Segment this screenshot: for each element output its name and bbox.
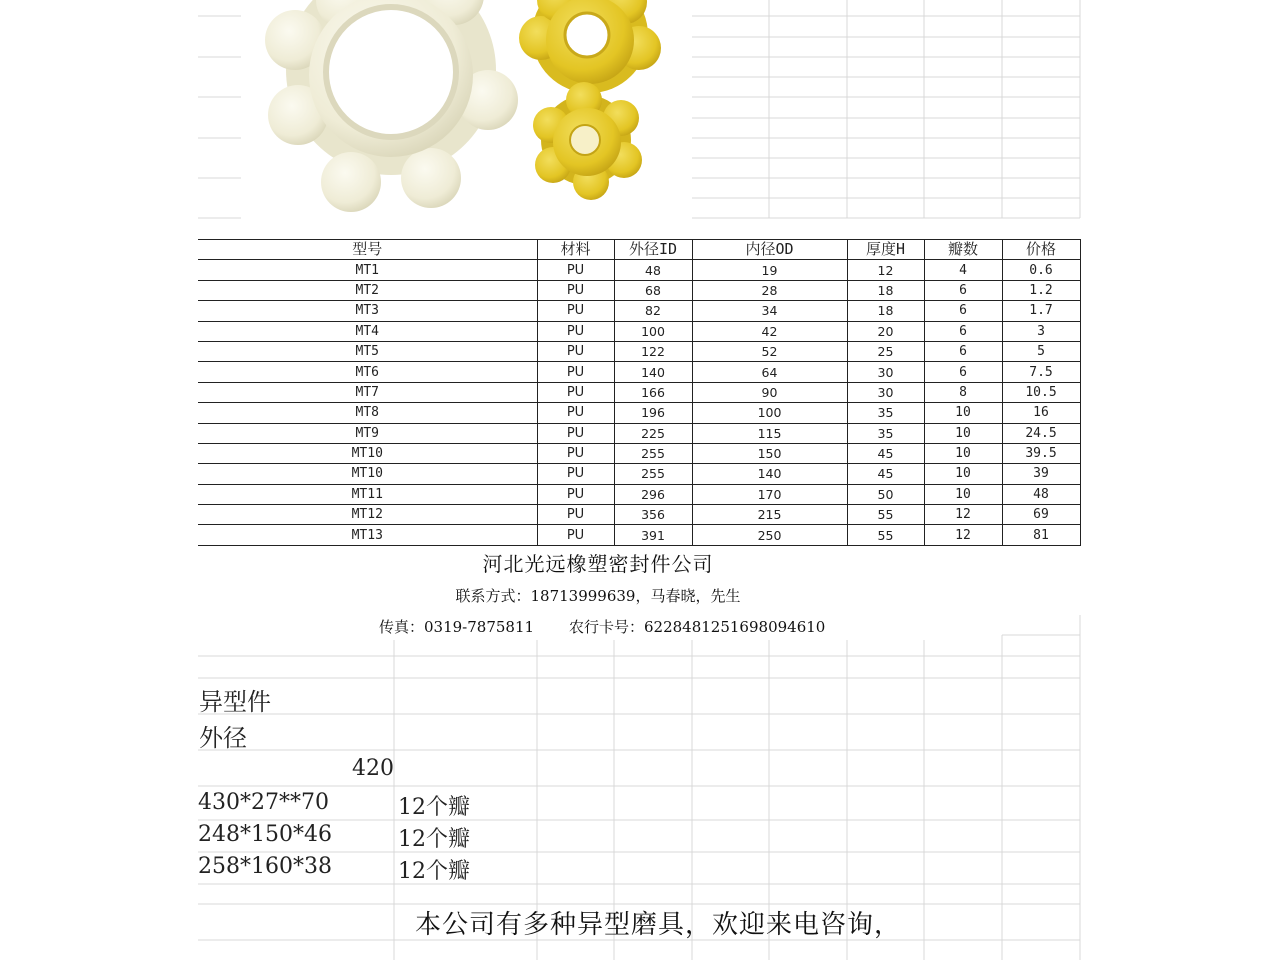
cell-inner-diameter: 34 <box>692 301 847 321</box>
cell-thickness: 12 <box>847 260 924 280</box>
cell-model: MT10 <box>198 464 537 484</box>
cell-inner-diameter: 52 <box>692 341 847 361</box>
cell-petals: 6 <box>924 301 1002 321</box>
table-row <box>198 382 1080 402</box>
white-coupling <box>265 0 518 212</box>
cell-price: 81 <box>1002 525 1080 545</box>
cell-model: MT4 <box>198 321 537 341</box>
cell-thickness: 30 <box>847 362 924 382</box>
cell-thickness: 45 <box>847 443 924 463</box>
table-row <box>198 484 1080 504</box>
cell-thickness: 18 <box>847 280 924 300</box>
cell-inner-diameter: 170 <box>692 484 847 504</box>
cell-price: 1.7 <box>1002 301 1080 321</box>
table-row <box>198 341 1080 361</box>
cell-inner-diameter: 28 <box>692 280 847 300</box>
cell-price: 7.5 <box>1002 362 1080 382</box>
cell-price: 16 <box>1002 403 1080 423</box>
company-name: 河北光远橡塑密封件公司 <box>482 552 714 576</box>
table-row <box>198 403 1080 423</box>
cell-inner-diameter: 150 <box>692 443 847 463</box>
special-item-petals: 12个瓣 <box>398 827 470 852</box>
cell-inner-diameter: 250 <box>692 525 847 545</box>
cell-price: 10.5 <box>1002 382 1080 402</box>
cell-model: MT11 <box>198 484 537 504</box>
special-item-size: 430*27**70 <box>198 790 329 815</box>
bank-card-number: 农行卡号：6228481251698094610 <box>569 618 826 636</box>
cell-petals: 10 <box>924 484 1002 504</box>
cell-model: MT13 <box>198 525 537 545</box>
cell-model: MT8 <box>198 403 537 423</box>
special-item-size: 258*160*38 <box>198 854 332 879</box>
table-row <box>198 362 1080 382</box>
cell-price: 69 <box>1002 505 1080 525</box>
cell-thickness: 35 <box>847 403 924 423</box>
cell-thickness: 45 <box>847 464 924 484</box>
cell-thickness: 20 <box>847 321 924 341</box>
cell-price: 24.5 <box>1002 423 1080 443</box>
cell-outer-diameter: 296 <box>614 484 692 504</box>
cell-model: MT2 <box>198 280 537 300</box>
cell-petals: 10 <box>924 423 1002 443</box>
cell-inner-diameter: 19 <box>692 260 847 280</box>
cell-material: PU <box>537 301 614 321</box>
cell-material: PU <box>537 260 614 280</box>
cell-model: MT10 <box>198 443 537 463</box>
cell-petals: 10 <box>924 443 1002 463</box>
table-row <box>198 260 1080 280</box>
cell-outer-diameter: 48 <box>614 260 692 280</box>
cell-petals: 6 <box>924 321 1002 341</box>
cell-material: PU <box>537 484 614 504</box>
cell-price: 39.5 <box>1002 443 1080 463</box>
cell-material: PU <box>537 423 614 443</box>
cell-material: PU <box>537 382 614 402</box>
cell-petals: 10 <box>924 403 1002 423</box>
cell-thickness: 55 <box>847 505 924 525</box>
cell-inner-diameter: 90 <box>692 382 847 402</box>
cell-material: PU <box>537 341 614 361</box>
cell-outer-diameter: 356 <box>614 505 692 525</box>
cell-material: PU <box>537 443 614 463</box>
table-row <box>198 505 1080 525</box>
table-row <box>198 423 1080 443</box>
cell-petals: 8 <box>924 382 1002 402</box>
cell-outer-diameter: 255 <box>614 443 692 463</box>
cell-outer-diameter: 166 <box>614 382 692 402</box>
header-thickness: 厚度H <box>847 240 924 260</box>
footer-note: 本公司有多种异型磨具，欢迎来电咨询， <box>415 910 902 940</box>
cell-outer-diameter: 100 <box>614 321 692 341</box>
cell-thickness: 35 <box>847 423 924 443</box>
header-price: 价格 <box>1002 240 1080 260</box>
fax-number: 传真：0319-7875811 <box>379 618 535 636</box>
cell-material: PU <box>537 321 614 341</box>
cell-model: MT9 <box>198 423 537 443</box>
outer-diameter-value: 420 <box>352 756 394 781</box>
cell-material: PU <box>537 525 614 545</box>
table-header-row <box>198 240 1080 260</box>
header-petals: 瓣数 <box>924 240 1002 260</box>
cell-petals: 6 <box>924 280 1002 300</box>
special-parts-title: 异型件 <box>199 688 271 716</box>
special-item-petals: 12个瓣 <box>398 859 470 884</box>
cell-price: 1.2 <box>1002 280 1080 300</box>
cell-model: MT6 <box>198 362 537 382</box>
header-material: 材料 <box>537 240 614 260</box>
cell-outer-diameter: 82 <box>614 301 692 321</box>
cell-material: PU <box>537 280 614 300</box>
cell-thickness: 30 <box>847 382 924 402</box>
cell-price: 5 <box>1002 341 1080 361</box>
table-row <box>198 301 1080 321</box>
cell-thickness: 25 <box>847 341 924 361</box>
cell-inner-diameter: 115 <box>692 423 847 443</box>
outer-diameter-label: 外径 <box>199 724 247 752</box>
table-row <box>198 525 1080 545</box>
cell-price: 39 <box>1002 464 1080 484</box>
cell-outer-diameter: 68 <box>614 280 692 300</box>
cell-material: PU <box>537 403 614 423</box>
cell-thickness: 18 <box>847 301 924 321</box>
cell-model: MT5 <box>198 341 537 361</box>
table-row <box>198 321 1080 341</box>
cell-outer-diameter: 196 <box>614 403 692 423</box>
special-item-size: 248*150*46 <box>198 822 332 847</box>
table-row <box>198 464 1080 484</box>
cell-petals: 12 <box>924 525 1002 545</box>
product-photo <box>241 0 692 222</box>
cell-thickness: 50 <box>847 484 924 504</box>
yellow-coupling-large <box>519 0 661 93</box>
cell-inner-diameter: 42 <box>692 321 847 341</box>
table-row <box>198 443 1080 463</box>
contact-info: 联系方式：18713999639，马春晓，先生 <box>455 587 741 605</box>
cell-petals: 6 <box>924 362 1002 382</box>
spec-table <box>198 239 1081 546</box>
cell-model: MT7 <box>198 382 537 402</box>
special-item-petals: 12个瓣 <box>398 795 470 820</box>
cell-petals: 10 <box>924 464 1002 484</box>
cell-price: 48 <box>1002 484 1080 504</box>
cell-model: MT3 <box>198 301 537 321</box>
cell-material: PU <box>537 464 614 484</box>
cell-inner-diameter: 100 <box>692 403 847 423</box>
header-inner-diameter: 内径OD <box>692 240 847 260</box>
cell-inner-diameter: 64 <box>692 362 847 382</box>
cell-price: 0.6 <box>1002 260 1080 280</box>
cell-petals: 12 <box>924 505 1002 525</box>
cell-outer-diameter: 391 <box>614 525 692 545</box>
cell-outer-diameter: 225 <box>614 423 692 443</box>
yellow-coupling-small <box>533 82 642 200</box>
cell-material: PU <box>537 505 614 525</box>
cell-thickness: 55 <box>847 525 924 545</box>
cell-inner-diameter: 140 <box>692 464 847 484</box>
cell-inner-diameter: 215 <box>692 505 847 525</box>
cell-model: MT12 <box>198 505 537 525</box>
cell-material: PU <box>537 362 614 382</box>
cell-outer-diameter: 122 <box>614 341 692 361</box>
header-model: 型号 <box>198 240 537 260</box>
table-row <box>198 280 1080 300</box>
cell-outer-diameter: 255 <box>614 464 692 484</box>
cell-outer-diameter: 140 <box>614 362 692 382</box>
header-outer-diameter: 外径ID <box>614 240 692 260</box>
cell-model: MT1 <box>198 260 537 280</box>
cell-petals: 6 <box>924 341 1002 361</box>
cell-price: 3 <box>1002 321 1080 341</box>
cell-petals: 4 <box>924 260 1002 280</box>
